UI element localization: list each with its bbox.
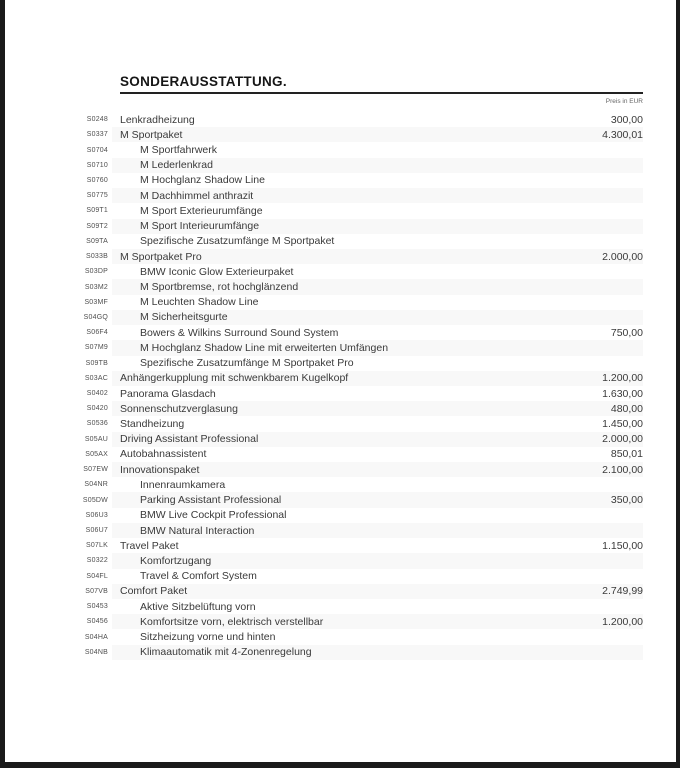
table-row [82,386,643,401]
table-row [82,401,643,416]
table-row [82,127,643,142]
option-code: S0536 [86,420,108,428]
option-label: Klimaautomatik mit 4-Zonenregelung [140,646,312,659]
row-content [112,279,643,294]
row-content [112,173,643,188]
table-row [82,234,643,249]
option-code: S0775 [86,192,108,200]
row-content [112,523,643,538]
option-price: 2.749,99 [602,585,643,598]
option-code: S05AU [84,435,108,443]
option-code: S0322 [86,557,108,565]
option-code: S0456 [86,618,108,626]
table-row [82,508,643,523]
table-row [82,264,643,279]
option-label: M Sicherheitsgurte [140,311,228,324]
table-row [82,645,643,660]
option-label: Sitzheizung vorne und hinten [140,631,276,644]
row-content [112,416,643,431]
option-code: S033B [85,253,108,261]
row-content [112,386,643,401]
row-content [112,203,643,218]
option-label: Komfortzugang [140,554,212,567]
table-row [82,371,643,386]
option-code: S0337 [86,131,108,139]
row-content [112,295,643,310]
title-rule [120,92,643,94]
option-label: BMW Iconic Glow Exterieurpaket [140,265,294,278]
option-code: S04FL [86,572,108,580]
row-content [112,340,643,355]
row-content [112,447,643,462]
row-content [112,234,643,249]
option-code: S0704 [86,146,108,154]
option-code: S06U3 [85,511,108,519]
table-row [82,492,643,507]
page-title: SONDERAUSSTATTUNG. [120,74,287,89]
table-row [82,523,643,538]
option-price: 2.100,00 [602,463,643,476]
option-code: S09T1 [86,207,108,215]
table-row [82,599,643,614]
option-price: 750,00 [610,326,643,339]
option-label: M Hochglanz Shadow Line mit erweiterten Umfängen [140,341,389,354]
option-label: M Sportpaket Pro [120,250,202,263]
table-row [82,569,643,584]
table-row [82,279,643,294]
option-label: Innovationspaket [120,463,200,476]
table-row [82,325,643,340]
row-content [112,371,643,386]
table-row [82,295,643,310]
option-label: Parking Assistant Professional [140,494,282,507]
row-content [112,127,643,142]
row-content [112,599,643,614]
option-label: Travel & Comfort System [140,570,257,583]
option-price: 2.000,00 [602,433,643,446]
options-table [82,112,643,660]
option-label: Lenkradheizung [120,113,195,126]
option-price: 350,00 [610,494,643,507]
table-row [82,219,643,234]
option-price: 4.300,01 [602,128,643,141]
row-content [112,462,643,477]
option-label: Comfort Paket [120,585,188,598]
option-label: M Sport Exterieurumfänge [140,204,263,217]
table-row [82,553,643,568]
option-code: S06F4 [86,329,108,337]
table-row [82,584,643,599]
option-label: M Leuchten Shadow Line [140,296,259,309]
option-label: BMW Natural Interaction [140,524,255,537]
option-label: Sonnenschutzverglasung [120,402,238,415]
option-code: S03M2 [84,283,108,291]
row-content [112,142,643,157]
row-content [112,477,643,492]
option-code: S07VB [85,587,108,595]
row-content [112,158,643,173]
option-label: M Lederlenkrad [140,159,213,172]
table-row [82,112,643,127]
option-price: 1.630,00 [602,387,643,400]
table-row [82,203,643,218]
table-row [82,356,643,371]
option-code: S0420 [86,405,108,413]
table-row [82,158,643,173]
row-content [112,112,643,127]
option-code: S07LK [85,542,108,550]
option-label: M Sportfahrwerk [140,144,218,157]
option-label: Innenraumkamera [140,478,226,491]
price-column-header: Preis in EUR [605,98,643,105]
row-content [112,249,643,264]
table-row [82,416,643,431]
row-content [112,569,643,584]
option-code: S04NR [84,481,108,489]
option-code: S04HA [84,633,108,641]
row-content [112,629,643,644]
option-label: Anhängerkupplung mit schwenkbarem Kugelkopf [120,372,349,385]
option-price: 1.200,00 [602,372,643,385]
row-content [112,401,643,416]
window-frame-right [676,0,680,768]
option-code: S03MF [84,298,108,306]
option-price: 300,00 [610,113,643,126]
row-content [112,645,643,660]
window-frame-bottom [0,762,680,768]
table-row [82,432,643,447]
option-code: S0760 [86,176,108,184]
option-code: S03DP [84,268,108,276]
option-label: Spezifische Zusatzumfänge M Sportpaket Pro [140,357,354,370]
row-content [112,432,643,447]
option-code: S07M9 [84,344,108,352]
option-code: S0402 [86,390,108,398]
option-label: Aktive Sitzbelüftung vorn [140,600,256,613]
table-row [82,340,643,355]
option-code: S09TA [86,237,108,245]
table-row [82,188,643,203]
row-content [112,356,643,371]
option-code: S04GQ [83,313,108,321]
table-row [82,614,643,629]
table-row [82,462,643,477]
row-content [112,584,643,599]
window-frame-left [0,0,5,768]
option-label: Spezifische Zusatzumfänge M Sportpaket [140,235,335,248]
option-code: S09TB [85,359,108,367]
option-price: 480,00 [610,402,643,415]
table-row [82,538,643,553]
row-content [112,310,643,325]
option-price: 1.200,00 [602,615,643,628]
option-code: S03AC [84,374,108,382]
table-row [82,629,643,644]
option-price: 850,01 [610,448,643,461]
option-label: Travel Paket [120,539,179,552]
table-row [82,477,643,492]
option-code: S07EW [83,466,108,474]
option-code: S0710 [86,161,108,169]
option-label: Standheizung [120,417,185,430]
option-label: M Dachhimmel anthrazit [140,189,254,202]
option-price: 1.450,00 [602,417,643,430]
row-content [112,188,643,203]
option-label: Autobahnassistent [120,448,207,461]
table-row [82,173,643,188]
option-code: S0248 [86,116,108,124]
table-row [82,249,643,264]
row-content [112,538,643,553]
option-code: S05DW [82,496,108,504]
option-price: 1.150,00 [602,539,643,552]
option-code: S09T2 [86,222,108,230]
option-label: Bowers & Wilkins Surround Sound System [140,326,339,339]
table-row [82,447,643,462]
row-content [112,325,643,340]
option-code: S06U7 [85,527,108,535]
option-label: M Sportbremse, rot hochglänzend [140,281,299,294]
option-code: S04NB [84,648,108,656]
table-row [82,310,643,325]
row-content [112,219,643,234]
option-label: M Sportpaket [120,128,183,141]
option-code: S05AX [85,450,108,458]
option-label: M Sport Interieurumfänge [140,220,260,233]
option-label: M Hochglanz Shadow Line [140,174,265,187]
option-code: S0453 [86,603,108,611]
option-price: 2.000,00 [602,250,643,263]
option-label: Komfortsitze vorn, elektrisch verstellbar [140,615,324,628]
option-label: BMW Live Cockpit Professional [140,509,287,522]
table-row [82,142,643,157]
row-content [112,614,643,629]
option-label: Panorama Glasdach [120,387,216,400]
option-label: Driving Assistant Professional [120,433,259,446]
row-content [112,492,643,507]
row-content [112,508,643,523]
row-content [112,553,643,568]
row-content [112,264,643,279]
